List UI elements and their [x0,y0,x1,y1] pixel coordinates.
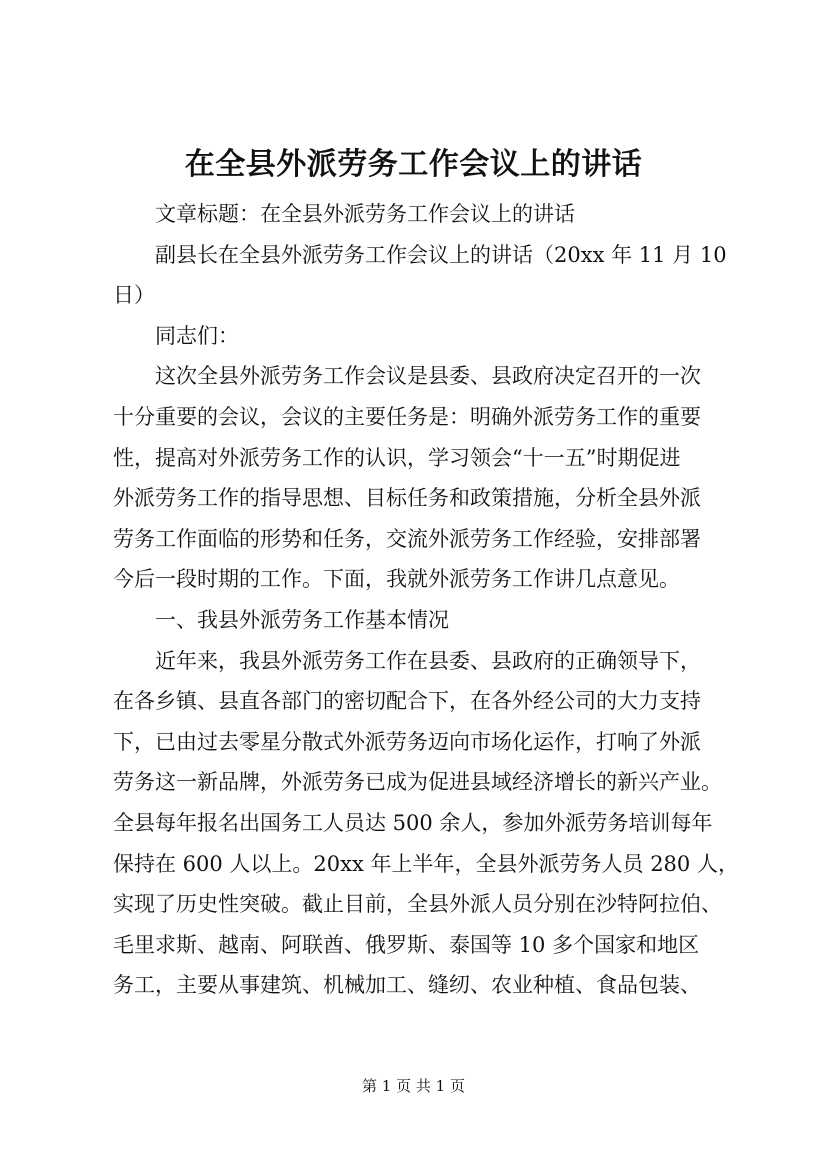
text-line: 文章标题：在全县外派劳务工作会议上的讲话 [155,202,575,226]
text-line: 近年来，我县外派劳务工作在县委、县政府的正确领导下， [155,648,701,673]
text-line: 外派劳务工作的指导思想、目标任务和政策措施，分析全县外派 [113,486,701,511]
text-line: 毛里求斯、越南、阿联酋、俄罗斯、泰国等 10 多个国家和地区 [113,932,700,957]
page-number-footer: 第 1 页 共 1 页 [362,1077,465,1095]
text-line: 下，已由过去零星分散式外派劳务迈向市场化运作，打响了外派 [113,729,701,754]
document-body [113,194,739,1006]
section-heading: 一、我县外派劳务工作基本情况 [155,607,449,632]
text-line: 副县长在全县外派劳务工作会议上的讲话（20xx 年 11 月 10 [155,242,727,267]
text-line: 务工，主要从事建筑、机械加工、缝纫、农业种植、食品包装、 [113,973,701,998]
text-line: 劳务这一新品牌，外派劳务已成为促进县域经济增长的新兴产业。 [113,770,722,795]
text-line: 保持在 600 人以上。20xx 年上半年，全县外派劳务人员 280 人， [113,851,739,876]
text-line: 性，提高对外派劳务工作的认识，学习领会“十一五”时期促进 [113,445,681,470]
text-line: 这次全县外派劳务工作会议是县委、县政府决定召开的一次 [155,364,701,389]
text-line: 同志们： [155,323,239,348]
text-line: 今后一段时期的工作。下面，我就外派劳务工作讲几点意见。 [113,567,680,592]
text-line: 十分重要的会议，会议的主要任务是：明确外派劳务工作的重要 [113,404,701,429]
text-line: 实现了历史性突破。截止目前，全县外派人员分别在沙特阿拉伯、 [113,892,722,917]
text-line: 劳务工作面临的形势和任务，交流外派劳务工作经验，安排部署 [113,526,701,551]
document-title: 在全县外派劳务工作会议上的讲话 [184,147,643,182]
text-line: 日） [113,283,155,308]
text-line: 全县每年报名出国务工人员达 500 余人，参加外派劳务培训每年 [113,810,713,835]
text-line: 在各乡镇、县直各部门的密切配合下，在各外经公司的大力支持 [113,689,701,714]
